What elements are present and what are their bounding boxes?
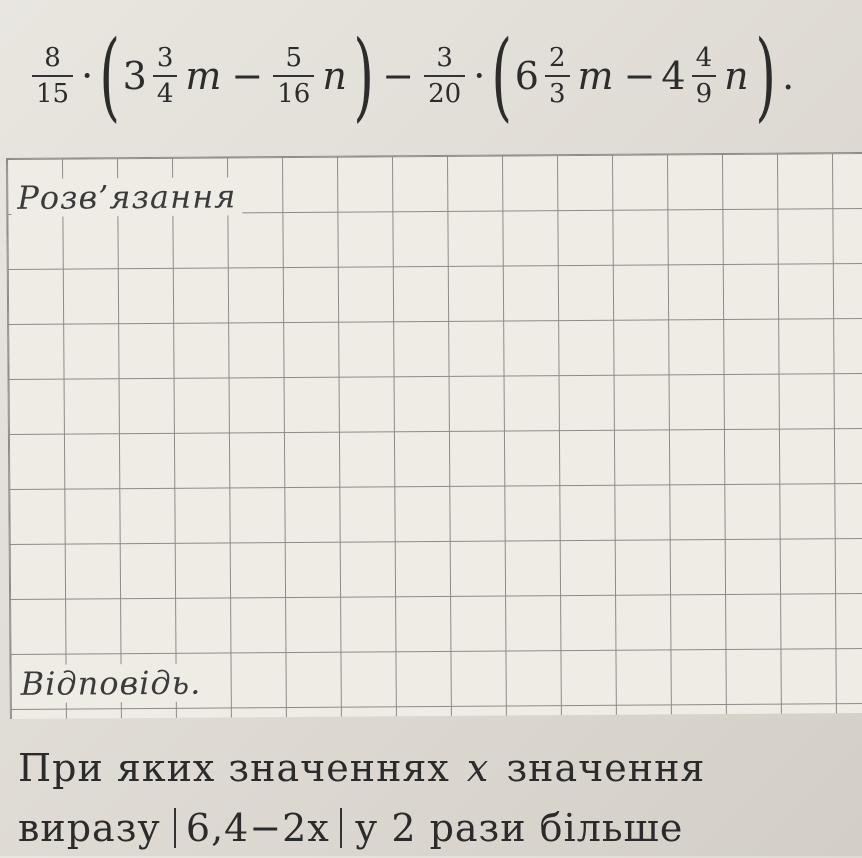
- math-expression: [28, 18, 798, 134]
- text-segment: виразу: [18, 806, 161, 850]
- minus-sign: −: [231, 54, 264, 98]
- mixed-int: 3: [122, 54, 147, 98]
- variable-x: x: [466, 746, 490, 790]
- answer-label: Відповідь.: [15, 664, 208, 703]
- absolute-value-expression: 6,4−2x: [174, 808, 342, 848]
- fraction-2: [273, 43, 314, 109]
- numerator: 8: [44, 43, 61, 73]
- solution-label: Розв’язання: [11, 177, 242, 217]
- multiply-dot: ·: [473, 54, 486, 98]
- answer-grid[interactable]: [6, 152, 862, 719]
- variable-m: m: [185, 54, 222, 98]
- denominator: 3: [548, 79, 566, 109]
- text-segment: у 2 рази більше: [354, 806, 684, 850]
- denominator: 16: [277, 79, 311, 109]
- cut-off-top-line: [10, 0, 630, 6]
- task-line-1: [18, 738, 848, 798]
- fraction-mixed2: [545, 43, 570, 109]
- fraction-coef2: [424, 43, 465, 109]
- next-task-text: [18, 738, 848, 858]
- right-paren: ): [353, 20, 374, 132]
- text-segment: При яких значеннях: [18, 746, 450, 790]
- numerator: 5: [285, 43, 303, 73]
- denominator: 9: [695, 79, 713, 109]
- multiply-dot: ·: [81, 54, 94, 98]
- fraction-mixed1: [153, 43, 178, 109]
- denominator: 4: [156, 79, 174, 109]
- denominator: 15: [36, 79, 70, 109]
- variable-n: n: [322, 54, 347, 98]
- text-segment: значення: [506, 746, 706, 790]
- mixed-int: 4: [661, 54, 686, 98]
- numerator: 3: [156, 43, 174, 73]
- variable-n: n: [724, 54, 749, 98]
- end-period: .: [782, 54, 795, 98]
- numerator: 3: [436, 43, 453, 73]
- minus-sign: −: [382, 54, 415, 98]
- minus-sign: −: [623, 54, 656, 98]
- denominator: 20: [428, 79, 462, 109]
- mixed-int: 6: [514, 54, 539, 98]
- task-line-2: [18, 798, 848, 858]
- variable-m: m: [577, 54, 614, 98]
- numerator: 2: [548, 43, 566, 73]
- fraction-coef1: [32, 43, 73, 109]
- fraction-mixed3: [692, 43, 717, 109]
- right-paren: ): [755, 20, 776, 132]
- left-paren: (: [99, 20, 121, 132]
- numerator: 4: [695, 43, 713, 73]
- left-paren: (: [491, 20, 513, 132]
